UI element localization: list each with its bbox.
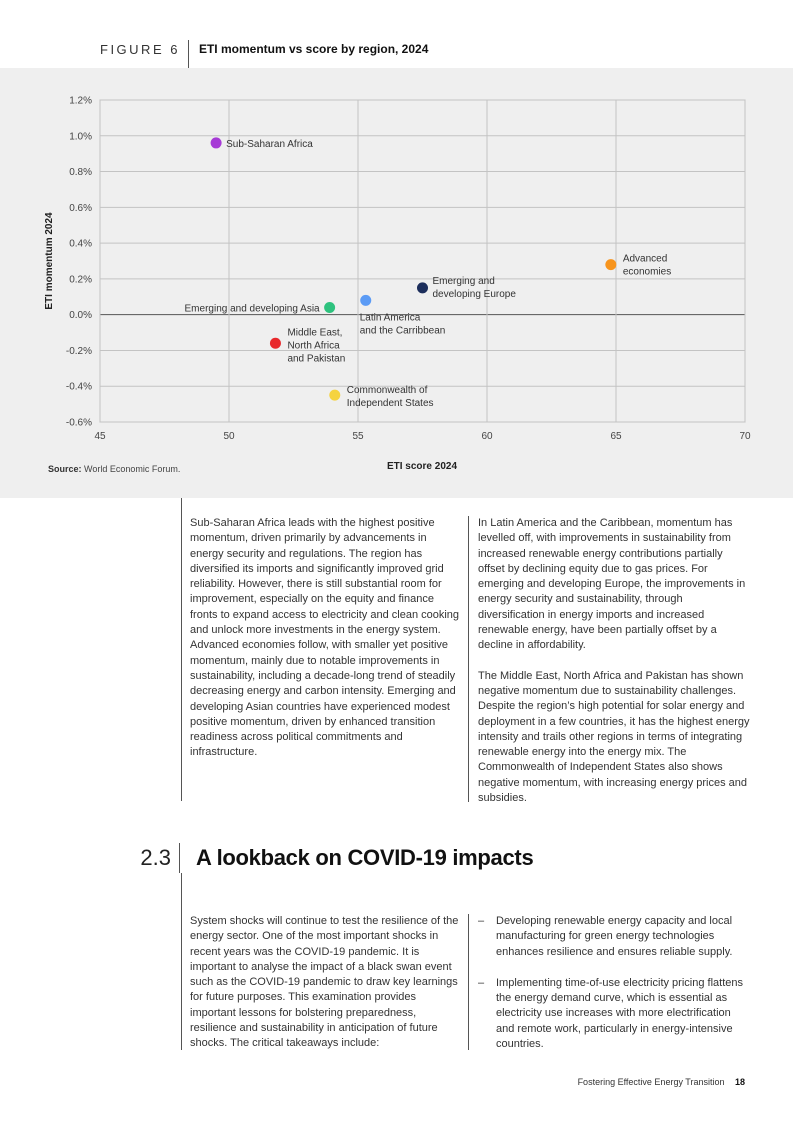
y-tick-label: 0.0%: [69, 310, 92, 322]
source-note: [48, 464, 180, 474]
x-tick-label: 70: [739, 431, 751, 442]
source-label: Source:: [48, 464, 82, 474]
y-tick-label: 0.2%: [69, 274, 92, 286]
scatter-point: [360, 295, 371, 306]
y-tick-label: 1.2%: [69, 95, 92, 107]
x-tick-label: 60: [481, 431, 493, 442]
figure-header: [100, 40, 428, 68]
body-right-paragraph-1: In Latin America and the Caribbean, momentum has levelled off, with improvements in sustainability from increased renewable energy contributions partially offset by declining equity due to gas prices. For emerging and developing Europe, the improvements in energy security and sustainability, through diversification in energy imports and increased renewable energy, have been partially offset by a decline in affordability.: [478, 517, 746, 652]
x-tick-label: 65: [610, 431, 622, 442]
section-intro-column: [190, 914, 462, 1052]
figure-divider: [188, 40, 189, 68]
figure-title: ETI momentum vs score by region, 2024: [198, 42, 429, 56]
y-tick-label: 0.6%: [69, 202, 92, 214]
scatter-point: [324, 302, 335, 313]
point-label: developing Europe: [432, 288, 516, 300]
x-tick-label: 50: [223, 431, 235, 442]
point-label: and Pakistan: [287, 353, 346, 365]
bullet-text: Developing renewable energy capacity and local manufacturing for green energy technologies enhances resilience and ensures reliable supply.: [496, 915, 733, 958]
takeaways-list: [478, 914, 748, 1068]
section-heading: [100, 843, 533, 873]
point-label: Commonwealth of: [346, 385, 428, 397]
section-divider-left: [181, 873, 182, 1050]
y-axis-label: ETI momentum 2024: [44, 212, 55, 310]
point-label: economies: [622, 266, 672, 278]
column-divider-left: [181, 498, 182, 801]
column-divider-right: [468, 516, 469, 802]
scatter-point: [270, 338, 281, 349]
bullet-dash: –: [478, 976, 485, 989]
bullet-text: Implementing time-of-use electricity pricing flattens the energy demand curve, which is essential as electricity use increases with more electrification and remote work, particularly in energy-intensive countries.: [496, 976, 743, 1051]
point-label: Emerging and: [432, 275, 495, 287]
x-axis-label: ETI score 2024: [386, 461, 458, 472]
y-tick-label: 0.4%: [69, 238, 92, 250]
bullet-dash: –: [478, 915, 485, 927]
point-label: North Africa: [287, 340, 340, 352]
x-tick-label: 45: [94, 431, 106, 442]
x-tick-label: 55: [352, 431, 364, 442]
section-divider: [179, 843, 180, 873]
list-item: [478, 914, 748, 960]
section-number: 2.3: [140, 845, 171, 870]
footer-title: Fostering Effective Energy Transition: [577, 1077, 725, 1087]
source-text: World Economic Forum.: [84, 464, 181, 474]
body-left-paragraph: Sub-Saharan Africa leads with the highest positive momentum, driven primarily by advancements in energy security and regulations. The region has diversified its imports and significantly improved grid reliability. However, there is still substantial room for improvement, especially on the equity and finance fronts to expand access to electricity and clean cooking and unlock more investments in the energy system. Advanced economies follow, with smaller yet positive momentum, mainly due to notable improvements in sustainability, including a decade-long trend of steadily decreasing energy and carbon intensity. Emerging and developing Asian countries have experienced modest positive momentum, driven by enhanced transition readiness across political commitments and infrastructure.: [190, 517, 460, 759]
point-label: Middle East,: [287, 327, 343, 339]
point-label: Independent States: [346, 398, 434, 410]
point-label: Emerging and developing Asia: [184, 303, 320, 315]
point-label: and the Carribbean: [359, 325, 446, 337]
body-right-paragraph-2: The Middle East, North Africa and Pakistan has shown negative momentum due to sustainability challenges. Despite the region’s high potential for solar energy and deployment in a few countries, it has the highest energy intensity and trails other regions in terms of integrating renewable energy into the energy mix. The Commonwealth of Independent States also shows negative momentum, with increasing energy prices and subsidies.: [478, 669, 750, 805]
section-title: A lookback on COVID-19 impacts: [196, 845, 534, 870]
scatter-point: [417, 282, 428, 293]
scatter-point: [329, 390, 340, 401]
y-tick-label: -0.2%: [65, 345, 92, 357]
section-divider-right: [468, 914, 469, 1050]
figure-label: FIGURE 6: [100, 42, 180, 57]
scatter-point: [605, 259, 616, 270]
point-label: Latin America: [359, 312, 421, 324]
scatter-chart: [0, 68, 793, 498]
chart-panel: [0, 68, 793, 498]
section-intro: System shocks will continue to test the resilience of the energy sector. One of the most important shocks in recent years was the COVID-19 pandemic. It is important to analyse the impact of a black swan event such as the COVID-19 pandemic to draw key learnings for future purposes. This examination provides important lessons for bolstering preparedness, resilience and sustainability in anticipation of future shocks. The critical takeaways include:: [190, 915, 459, 1050]
list-item: [478, 976, 748, 1052]
page-footer: [578, 1077, 745, 1087]
y-tick-label: 1.0%: [69, 131, 92, 143]
body-left-column: [190, 516, 462, 761]
y-tick-label: 0.8%: [69, 167, 92, 179]
y-tick-label: -0.6%: [65, 417, 92, 429]
point-label: Sub-Saharan Africa: [226, 138, 313, 150]
y-tick-label: -0.4%: [65, 381, 92, 393]
point-label: Advanced: [622, 253, 668, 265]
scatter-point: [211, 137, 222, 148]
body-right-column: [478, 516, 750, 806]
page-number: 18: [734, 1077, 745, 1087]
